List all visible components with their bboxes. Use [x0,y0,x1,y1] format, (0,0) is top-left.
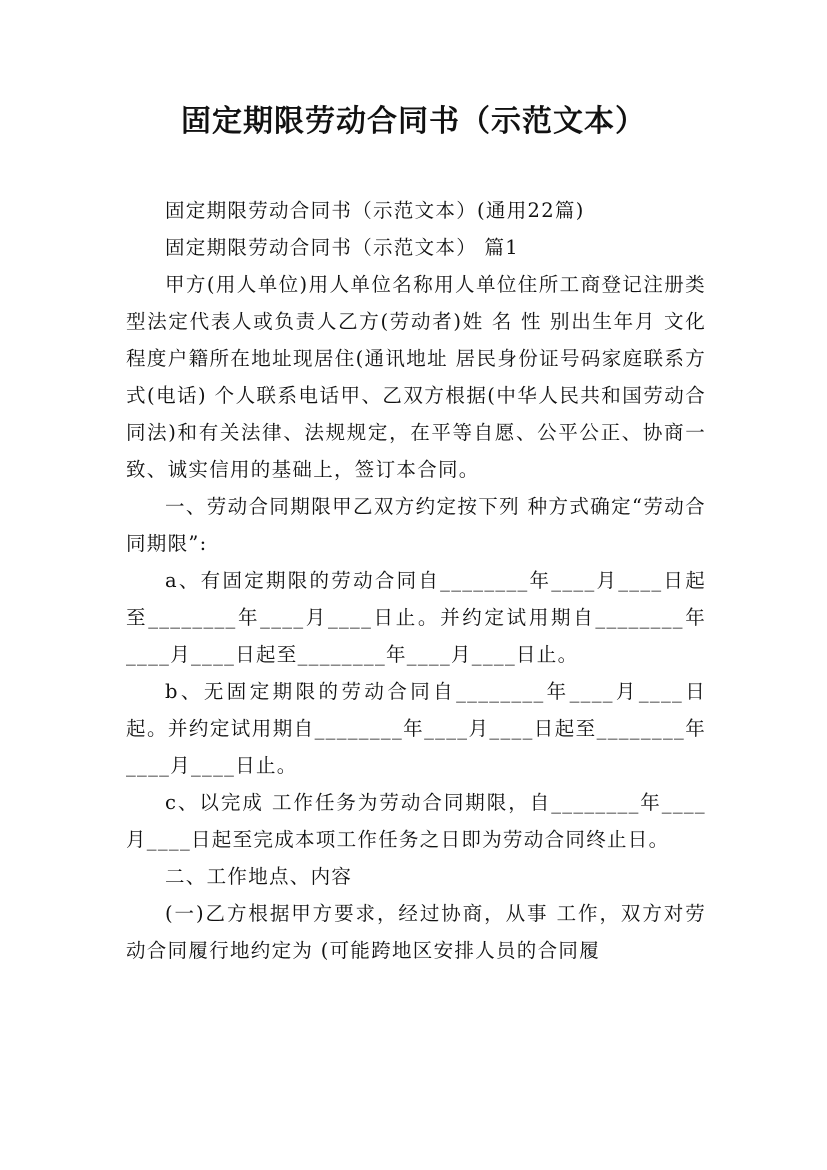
paragraph-contract-term: 一、劳动合同期限甲乙双方约定按下列 种方式确定“劳动合同期限”: [126,495,706,555]
paragraph-work-location-heading: 二、工作地点、内容 [165,865,353,888]
document-title: 固定期限劳动合同书（示范文本） [181,104,646,139]
paragraph-work-content: (一)乙方根据甲方要求，经过协商，从事 工作，双方对劳动合同履行地约定为 (可能跨地区安排人员的合同履 [126,902,706,962]
paragraph-section-heading: 固定期限劳动合同书（示范文本） 篇1 [165,236,520,259]
paragraph-subtitle: 固定期限劳动合同书（示范文本）(通用22篇) [165,199,585,222]
paragraph-term-c: c、以完成 工作任务为劳动合同期限，自________年____月____日起至完成本项工作任务之日即为劳动合同终止日。 [126,791,706,851]
paragraph-term-b: b、无固定期限的劳动合同自________年____月____日起。并约定试用期自________年____月____日起至________年____月____日止。 [126,680,706,777]
document-body [126,192,706,969]
paragraph-parties: 甲方(用人单位)用人单位名称用人单位住所工商登记注册类型法定代表人或负责人乙方(劳动者)姓 名 性 别出生年月 文化程度户籍所在地址现居住(通讯地址 居民身份证号码家庭联系方式(电话) 个人联系电话甲、乙双方根据(中华人民共和国劳动合同法)和有关法律、法规规定，在平等自愿、公平公正、协商一致、诚实信用的基础上，签订本合同。 [126,273,706,481]
paragraph-term-a: a、有固定期限的劳动合同自________年____月____日起至________年____月____日止。并约定试用期自________年____月____日起至________年____月____日止。 [126,569,706,666]
